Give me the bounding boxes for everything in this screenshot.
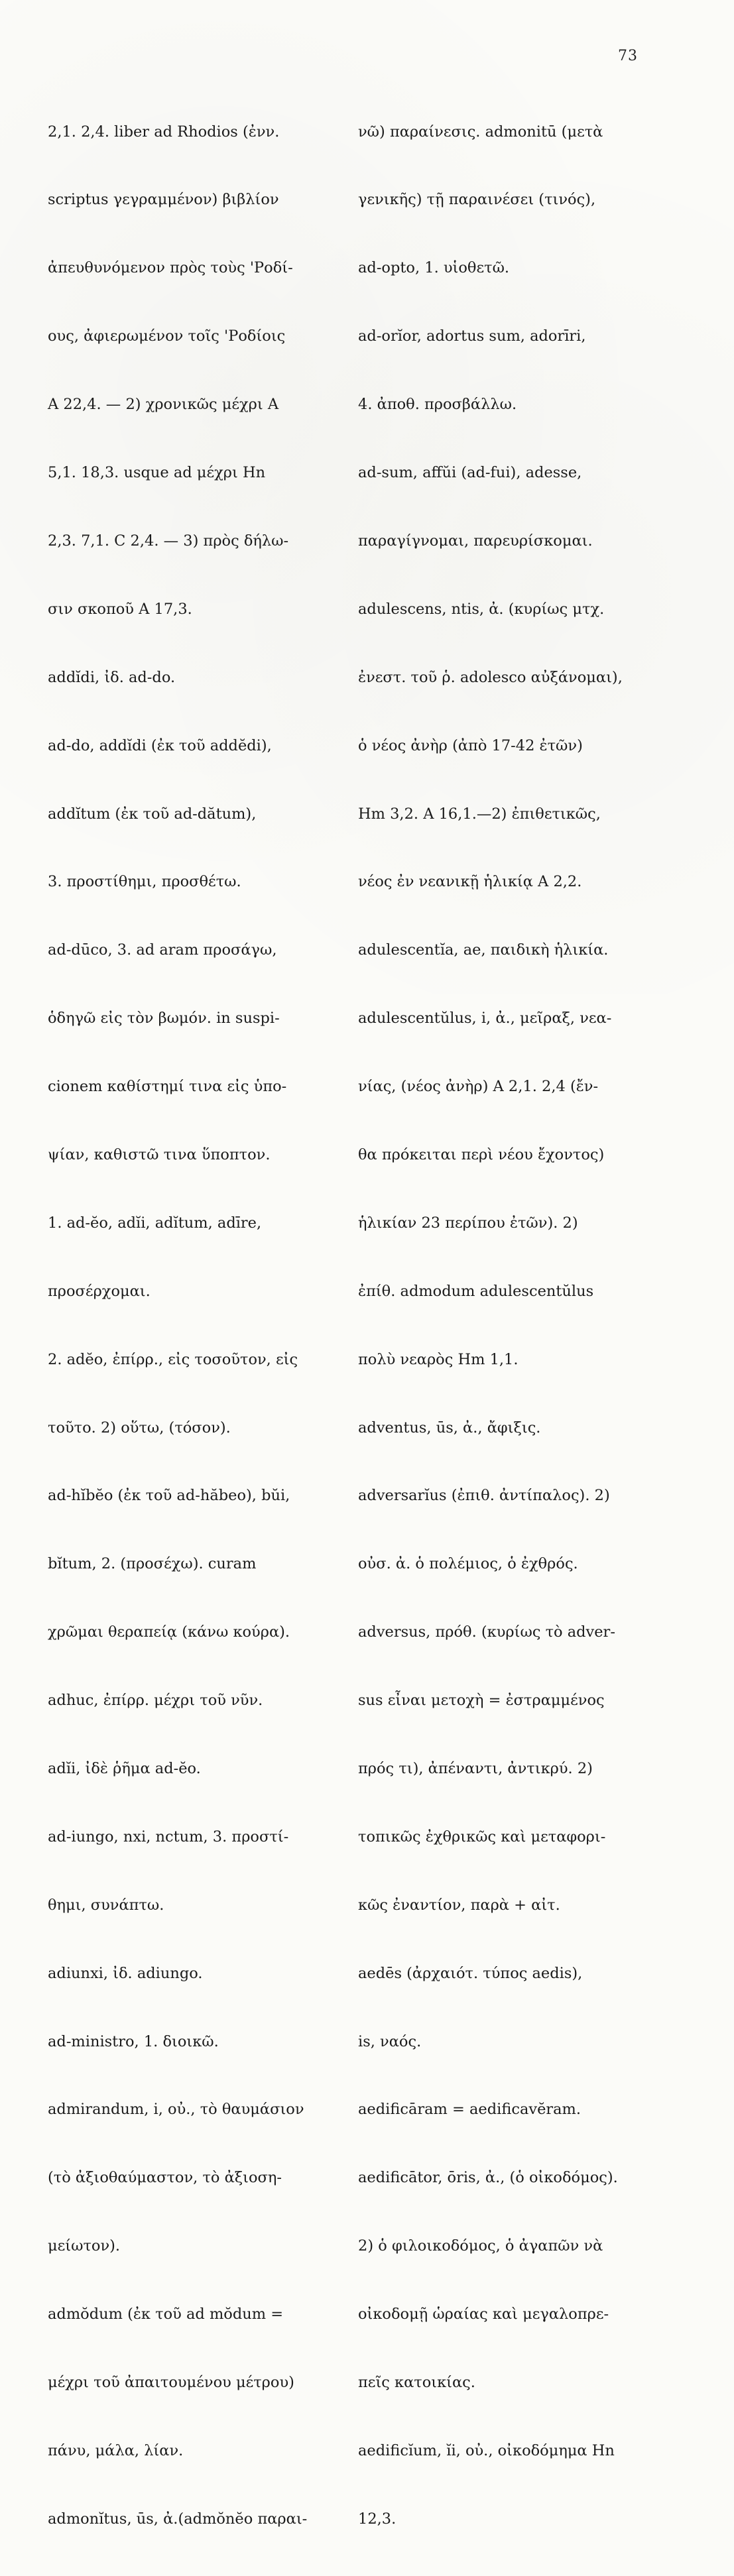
text-line: ὁ νέος ἀνὴρ (ἀπὸ 17-42 ἐτῶν) [358,736,583,754]
entry-line: adulescentŭlus, i, ἀ., μεῖραξ, νεα- [358,1010,612,1027]
text-line: τοπικῶς ἐχθρικῶς καὶ μεταφορι- [358,1828,606,1845]
text-line: ὁδηγῶ εἰς τὸν βωμόν. in suspi- [48,1010,280,1027]
text-line: μέχρι τοῦ ἀπαιτουμένου μέτρου) [48,2373,294,2391]
page-number: 73 [618,48,638,64]
text-line: γενικῆς) τῇ παραινέσει (τινός), [358,191,596,209]
text-line: bĭtum, 2. (προσέχω). curam [48,1555,257,1573]
text-line: πρός τι), ἀπέναντι, ἀντικρύ. 2) [358,1759,593,1777]
entry-line: aedēs (ἀρχαιότ. τύπος aedis), [358,1964,583,1982]
text-line: πεῖς κατοικίας. [358,2373,475,2391]
entry-line: ad-iungo, nxi, nctum, 3. προστί- [48,1828,289,1845]
text-line: θημι, συνάπτω. [48,1896,164,1914]
text-line: 2) ὁ φιλοικοδόμος, ὁ ἀγαπῶν νὰ [358,2237,603,2255]
entry-line: adventus, ūs, ἀ., ἄφιξις. [358,1419,541,1436]
text-line: ους, ἀφιερωμένον τοῖς 'Ροδίοις [48,327,286,345]
entry-line: adulescentĭa, ae, παιδικὴ ἡλικία. [358,941,609,959]
entry-line: admonĭtus, ūs, ἀ.(admŏnĕo παραι- [48,2510,308,2528]
text-line: 12,3. [358,2510,397,2528]
entry-line: adĭi, ἰδὲ ῥῆμα ad-ĕo. [48,1759,201,1777]
text-line: Hm 3,2. A 16,1.—2) ἐπιθετικῶς, [358,805,601,823]
entry-line: admirandum, i, οὐ., τὸ θαυμάσιον [48,2101,304,2119]
text-line: οὐσ. ἀ. ὁ πολέμιος, ὁ ἐχθρός. [358,1555,578,1573]
entry-line: admŏdum (ἐκ τοῦ ad mŏdum = [48,2306,284,2323]
entry-line: adhuc, ἐπίρρ. μέχρι τοῦ νῦν. [48,1692,263,1710]
text-line: (τὸ ἀξιοθαύμαστον, τὸ ἀξιοση- [48,2169,282,2187]
text-line: πάνυ, μάλα, λίαν. [48,2441,184,2459]
entry-line: aedificātor, ōris, ἀ., (ὁ οἰκοδόμος). [358,2169,618,2187]
text-line: μείωτον). [48,2237,121,2255]
entry-line: adiunxi, ἰδ. adiungo. [48,1964,203,1982]
text-line: ἀπευθυνόμενον πρὸς τοὺς 'Ροδί- [48,259,293,277]
text-line: 2,3. 7,1. C 2,4. — 3) πρὸς δήλω- [48,532,289,550]
text-line: A 22,4. — 2) χρονικῶς μέχρι A [48,396,279,414]
text-line: τοῦτο. 2) οὕτω, (τόσον). [48,1419,231,1436]
text-line: οἰκοδομῇ ὡραίας καὶ μεγαλοπρε- [358,2306,609,2323]
entry-line: adversus, πρόθ. (κυρίως τὸ adver- [358,1623,615,1641]
entry-line: aedificĭum, ĭi, οὐ., οἰκοδόμημα Hn [358,2441,615,2459]
text-line: 5,1. 18,3. usque ad μέχρι Hn [48,464,266,482]
text-line: sus εἶναι μετοχὴ = ἐστραμμένος [358,1692,605,1710]
text-line: is, ναός. [358,2032,422,2050]
text-line: ἐνεστ. τοῦ ῥ. adolesco αὐξάνομαι), [358,668,623,686]
entry-line: ad-sum, affŭi (ad-fui), adesse, [358,464,582,482]
entry-line: addĭdi, ἰδ. ad-do. [48,668,176,686]
entry-line: 2. adĕo, ἐπίρρ., εἰς τοσοῦτον, εἰς [48,1350,298,1368]
text-line: κῶς ἐναντίον, παρὰ + αἰτ. [358,1896,560,1914]
text-line: addĭtum (ἐκ τοῦ ad-dătum), [48,805,257,823]
entry-line: ad-do, addĭdi (ἐκ τοῦ addĕdi), [48,736,272,754]
text-line: νῶ) παραίνεσις. admonitū (μετὰ [358,123,603,141]
entry-line: adversarĭus (ἐπιθ. ἀντίπαλος). 2) [358,1487,610,1505]
entry-line: ad-ministro, 1. διοικῶ. [48,2032,219,2050]
entry-line: ad-opto, 1. υἱοθετῶ. [358,259,510,277]
text-line: σιν σκοποῦ A 17,3. [48,600,192,618]
entry-line: 1. ad-ĕo, adĭi, adĭtum, adīre, [48,1214,262,1232]
entry-line: ad-orĭor, adortus sum, adorīri, [358,327,586,345]
text-line: προσέρχομαι. [48,1282,151,1300]
text-line: 4. ἀποθ. προσβάλλω. [358,396,517,414]
text-line: scriptus γεγραμμένον) βιβλίον [48,191,279,209]
entry-line: ad-hĭbĕo (ἐκ τοῦ ad-hăbeo), bŭi, [48,1487,290,1505]
text-line: παραγίγνομαι, παρευρίσκομαι. [358,532,593,550]
text-line: ἐπίθ. admodum adulescentŭlus [358,1282,594,1300]
text-line: ἡλικίαν 23 περίπου ἐτῶν). 2) [358,1214,578,1232]
text-line: νέος ἐν νεανικῇ ἡλικίᾳ A 2,2. [358,873,582,891]
text-line: θα πρόκειται περὶ νέου ἔχοντος) [358,1145,605,1163]
text-line: πολὺ νεαρὸς Hm 1,1. [358,1350,519,1368]
text-line: χρῶμαι θεραπείᾳ (κάνω κούρα). [48,1623,290,1641]
text-line: 3. προστίθημι, προσθέτω. [48,873,241,891]
entry-line: ad-dūco, 3. ad aram προσάγω, [48,941,277,959]
entry-line: adulescens, ntis, ἀ. (κυρίως μτχ. [358,600,605,618]
entry-line: aedificāram = aedificavĕram. [358,2101,581,2119]
text-line: 2,1. 2,4. liber ad Rhodios (ἐνν. [48,123,280,141]
text-line: ψίαν, καθιστῶ τινα ὕποπτον. [48,1145,271,1163]
text-line: νίας, (νέος ἀνὴρ) A 2,1. 2,4 (ἔν- [358,1078,599,1096]
text-line: cionem καθίστημί τινα εἰς ὑπο- [48,1078,287,1096]
right-column [358,75,670,2576]
left-column [48,75,351,2576]
